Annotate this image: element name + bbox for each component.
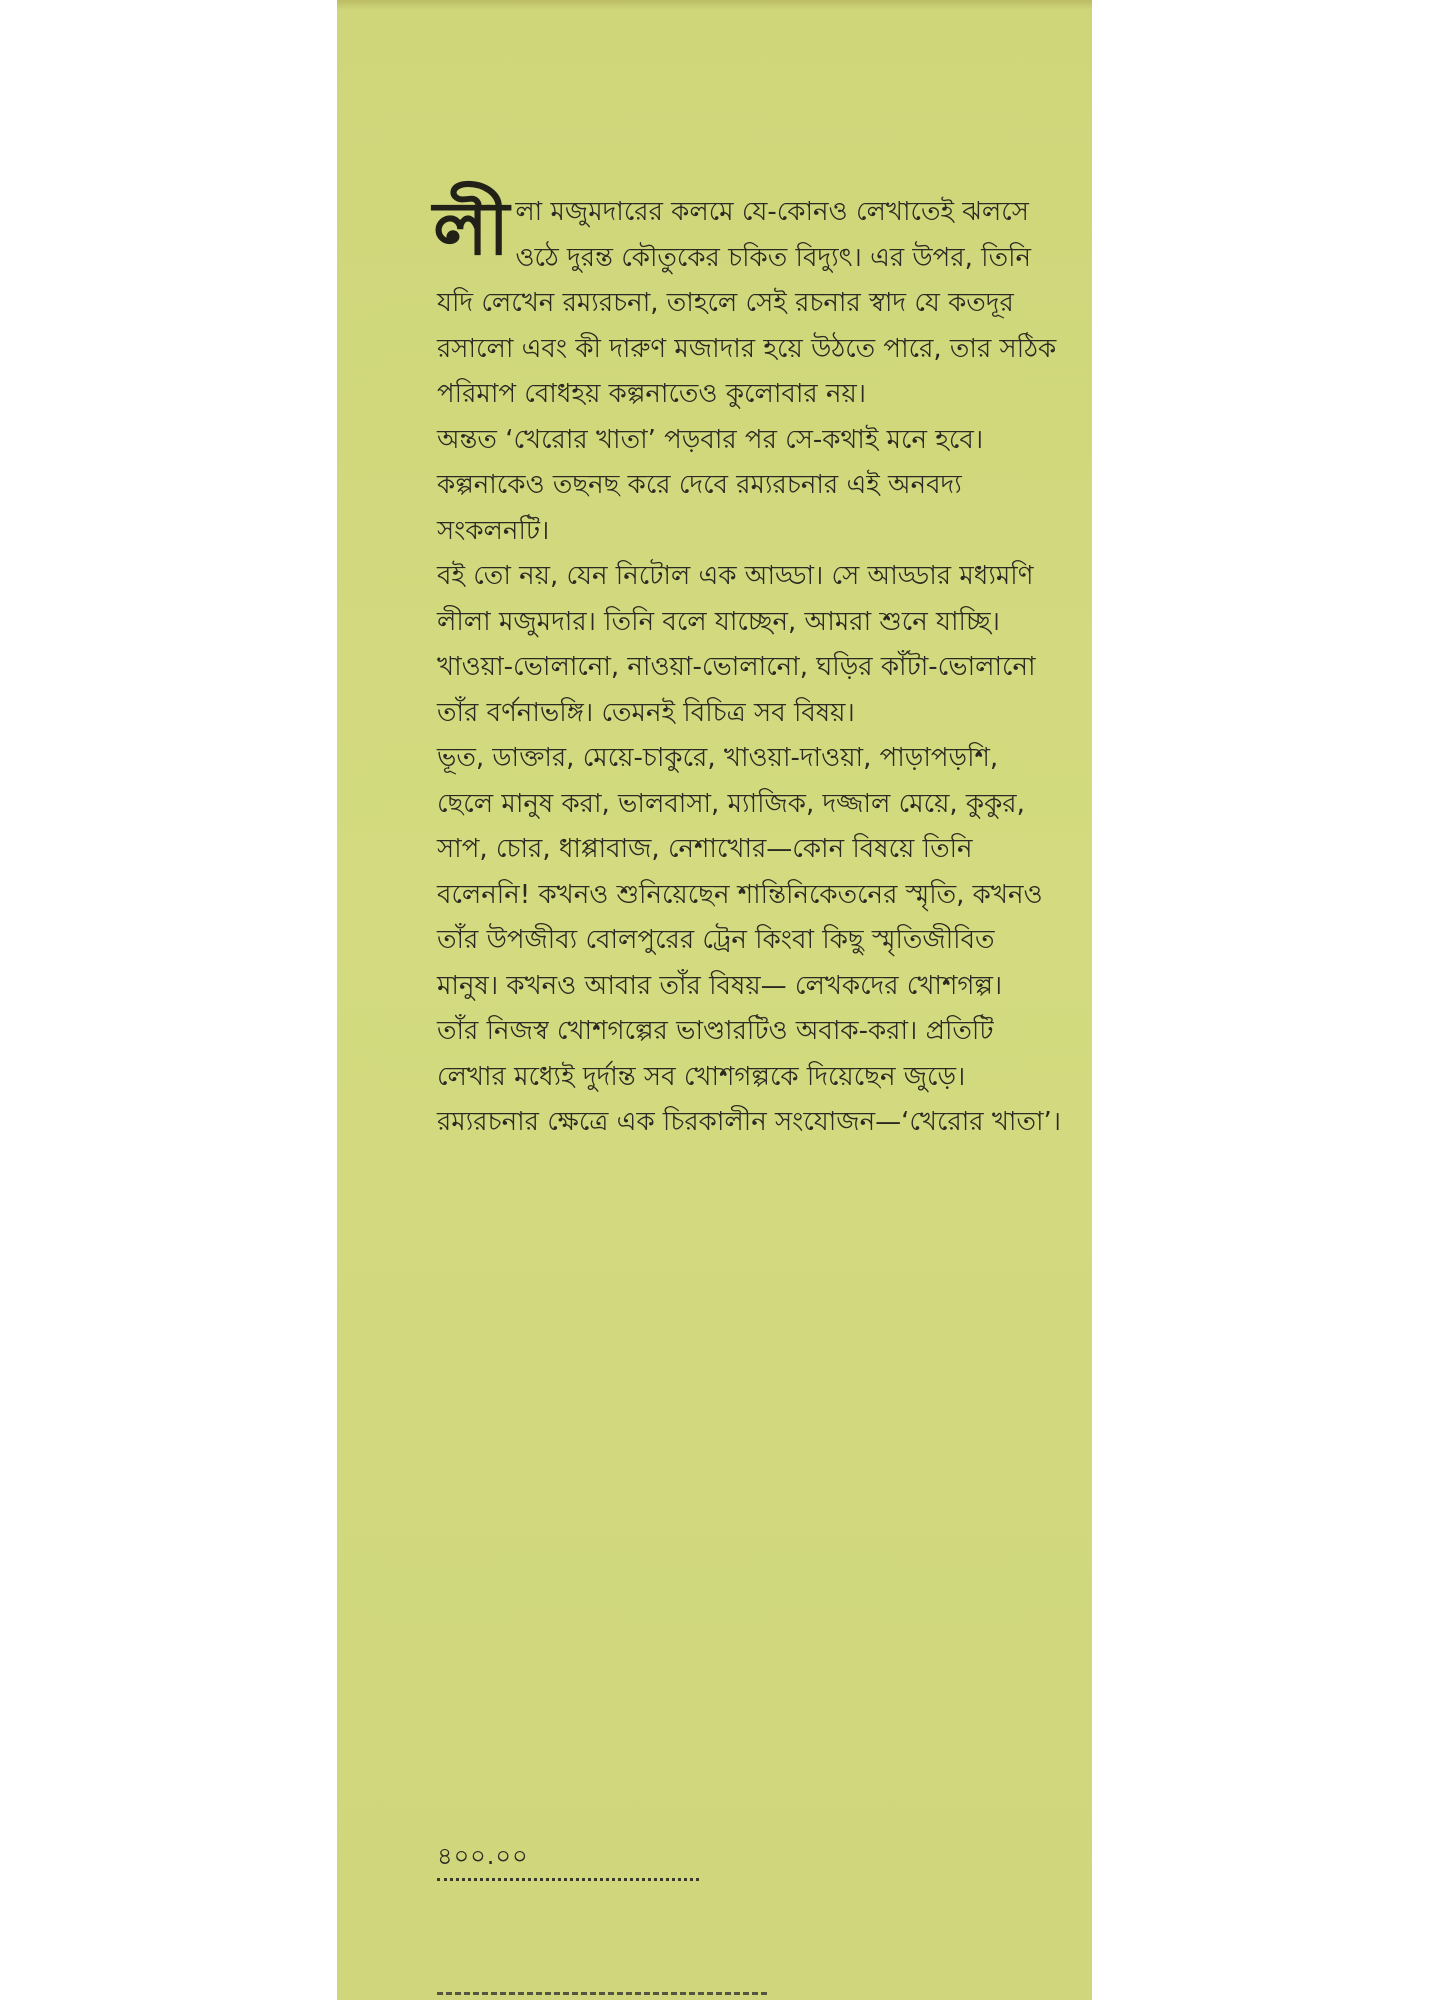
blurb-paragraph-1-text: লা মজুমদারের কলমে যে-কোনও লেখাতেই ঝলসে ওঠে দুরন্ত কৌতুকের চকিত বিদ্যুৎ। এর উপর, তিনি যদি লেখেন রম্যরচনা, তাহলে সেই রচনার স্বাদ যে কতদূর রসালো এবং কী দারুণ মজাদার হয়ে উঠতে পারে, তার সঠিক পরিমাপ বোধহয় কল্পনাতেও কুলোবার নয়। (437, 197, 1057, 409)
right-page-margin (1092, 0, 1429, 2000)
bottom-dashed-rule (437, 1992, 767, 1995)
flap-top-shadow (337, 0, 1092, 10)
blurb-paragraph-4: খাওয়া-ভোলানো, নাওয়া-ভোলানো, ঘড়ির কাঁটা-ভোলানো তাঁর বর্ণনাভঙ্গি। তেমনই বিচিত্র সব বিষয়। (437, 652, 1036, 728)
book-jacket-flap (337, 0, 1092, 2000)
left-page-margin (0, 0, 337, 2000)
blurb-paragraph-5: ভূত, ডাক্তার, মেয়ে-চাকুরে, খাওয়া-দাওয়া, পাড়াপড়শি, ছেলে মানুষ করা, ভালবাসা, ম্যাজিক, দজ্জাল মেয়ে, কুকুর, সাপ, চোর, ধাপ্পাবাজ, নেশাখোর—কোন বিষয়ে তিনি বলেননি! কখনও শুনিয়েছেন শান্তিনিকেতনের স্মৃতি, কখনও তাঁর উপজীব্য বোলপুরের ট্রেন কিংবা কিছু স্মৃতিজীবিত মানুষ। কখনও আবার তাঁর বিষয়— লেখকদের খোশগল্প। (437, 743, 1043, 1001)
dotted-rule (437, 1878, 699, 1881)
drop-cap: লী (433, 186, 510, 272)
blurb-paragraph-6: তাঁর নিজস্ব খোশগল্পের ভাণ্ডারটিও অবাক-করা। প্রতিটি লেখার মধ্যেই দুর্দান্ত সব খোশগল্পকে দিয়েছেন জুড়ে। রম্যরচনার ক্ষেত্রে এক চিরকালীন সংযোজন—‘খেরোর খাতা’। (437, 1016, 1062, 1137)
blurb-paragraph-2: অন্তত ‘খেরোর খাতা’ পড়বার পর সে-কথাই মনে হবে। কল্পনাকেও তছনছ করে দেবে রম্যরচনার এই অনবদ্য সংকলনটি। (437, 424, 984, 546)
blurb-text-block (433, 186, 1062, 1146)
blurb-paragraph-3: বই তো নয়, যেন নিটোল এক আড্ডা। সে আড্ডার মধ্যমণি লীলা মজুমদার। তিনি বলে যাচ্ছেন, আমরা শুনে যাচ্ছি। (437, 561, 1034, 637)
blurb-paragraph-1 (433, 186, 1062, 418)
price-label: ৪০০.০০ (437, 1842, 529, 1870)
